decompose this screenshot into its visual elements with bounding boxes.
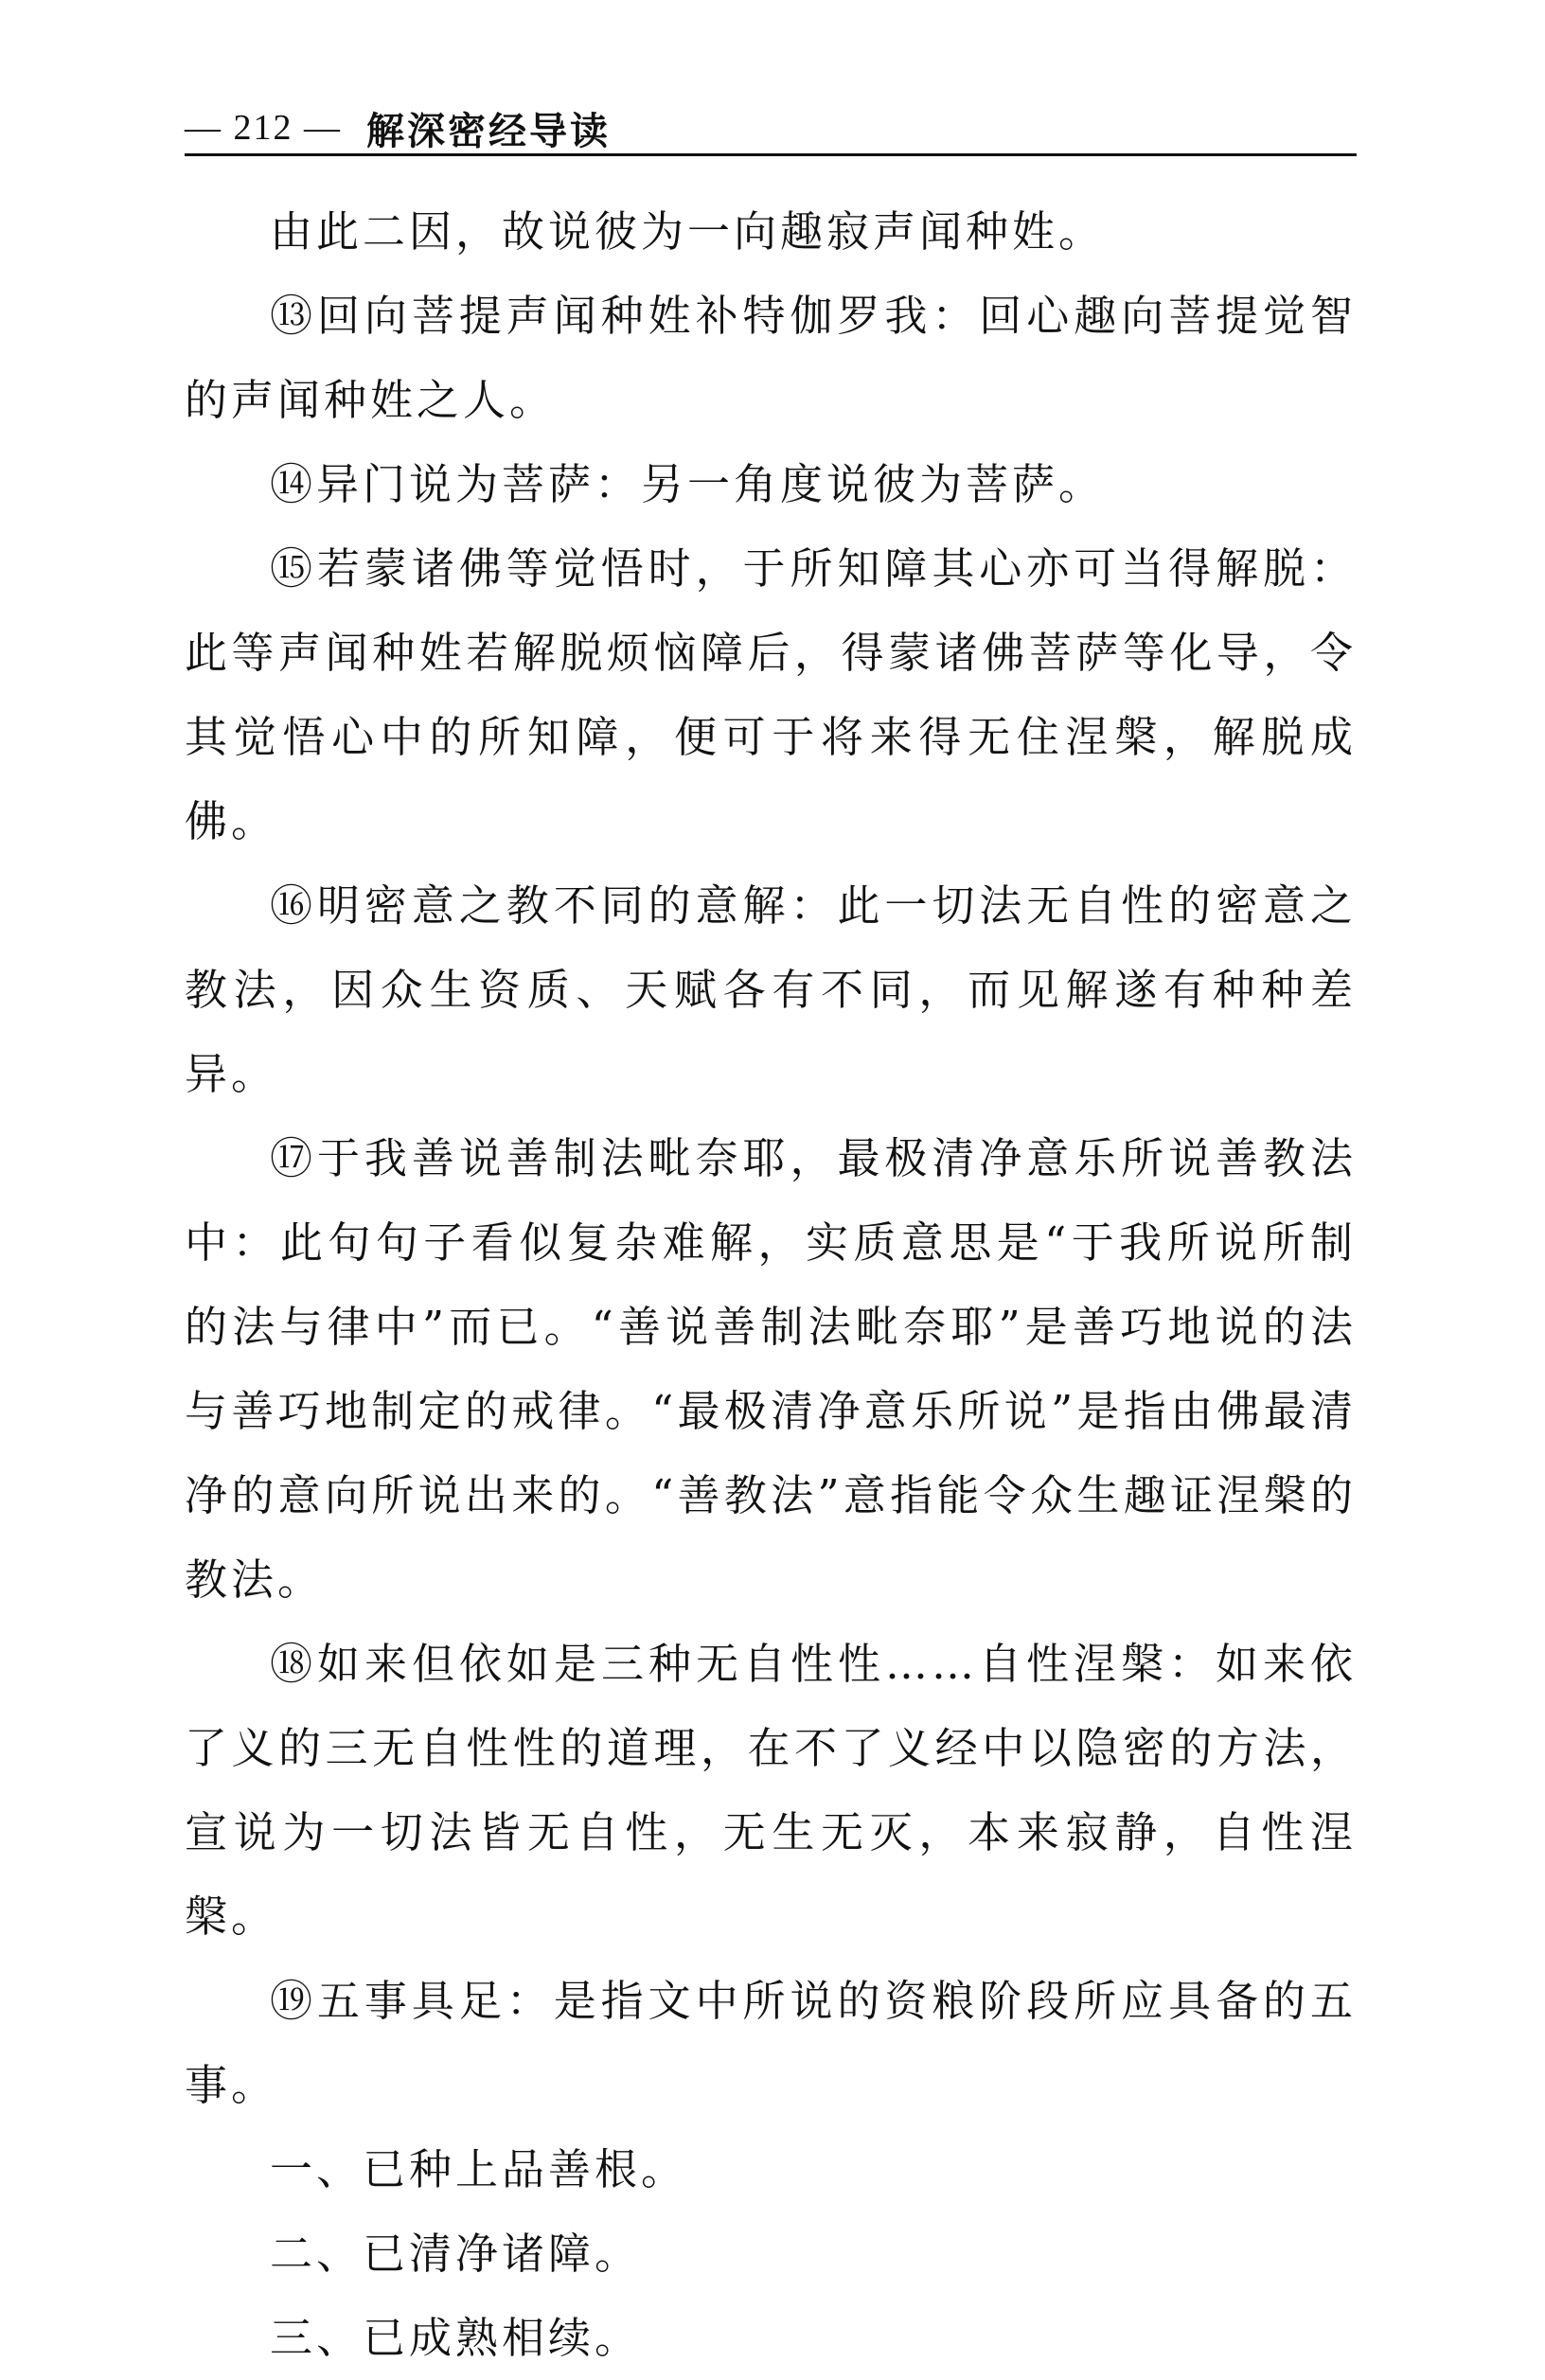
running-header [185,99,611,156]
header-rule [185,153,1357,156]
note-68: ⑱如来但依如是三种无自性性……自性涅槃：如来依了义的三无自性性的道理，在不了义经中以隐密的方法，宣说为一切法皆无自性，无生无灭，本来寂静，自性涅槃。 [185,1639,1357,1942]
note-63: ⑬回向菩提声闻种姓补特伽罗我：回心趣向菩提觉智的声闻种姓之人。 [185,291,1357,425]
note-69: ⑲五事具足：是指文中所说的资粮阶段所应具备的五事。 [185,1976,1357,2110]
list-item-2: 二、已清净诸障。 [270,2229,642,2279]
note-67: ⑰于我善说善制法毗奈耶，最极清净意乐所说善教法中：此句句子看似复杂难解，实质意思是“于我所说所制的法与律中”而已。“善说善制法毗奈耶”是善巧地说的法与善巧地制定的戒律。“最极清净意乐所说”是指由佛最清净的意向所说出来的。“善教法”意指能令众生趣证涅槃的教法。 [185,1133,1357,1605]
note-66: ⑯明密意之教不同的意解：此一切法无自性的密意之教法，因众生资质、天赋各有不同，而见解遂有种种差异。 [185,880,1357,1099]
paragraph-1: 由此二因，故说彼为一向趣寂声闻种姓。 [270,206,1106,257]
page-number: — 212 — [185,108,342,148]
note-64: ⑭异门说为菩萨：另一角度说彼为菩萨。 [270,459,1106,509]
list-item-1: 一、已种上品善根。 [270,2144,688,2194]
list-item-3: 三、已成熟相续。 [270,2313,642,2363]
page-body [185,189,1357,2380]
book-title: 解深密经导读 [366,109,611,153]
note-65: ⑮若蒙诸佛等觉悟时，于所知障其心亦可当得解脱：此等声闻种姓若解脱烦恼障后，得蒙诸佛菩萨等化导，令其觉悟心中的所知障，便可于将来得无住涅槃，解脱成佛。 [185,543,1357,846]
